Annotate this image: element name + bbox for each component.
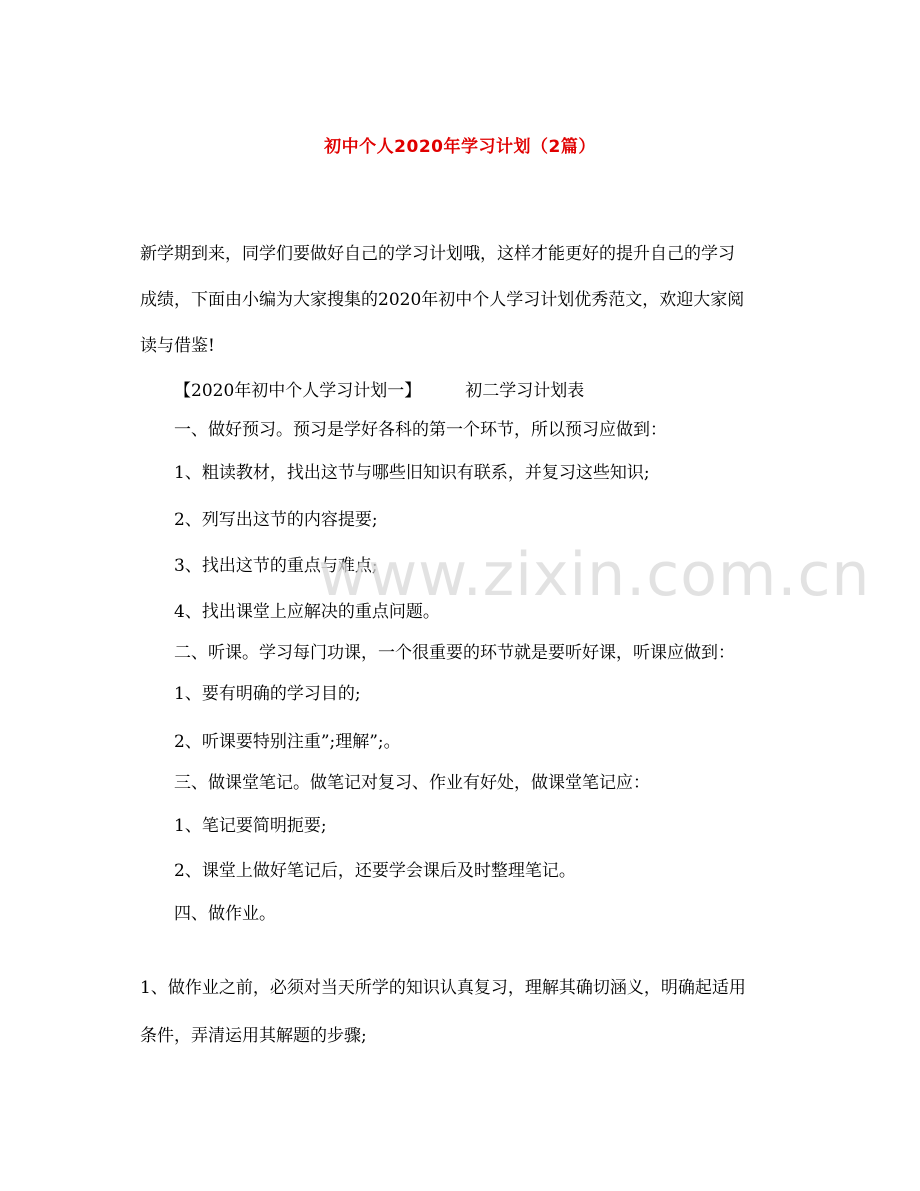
list-item: 一、做好预习。预习是学好各科的第一个环节，所以预习应做到： bbox=[174, 420, 667, 440]
homework-line-2: 条件，弄清运用其解题的步骤; bbox=[140, 1026, 367, 1046]
intro-line-2: 成绩，下面由小编为大家搜集的2020年初中个人学习计划优秀范文，欢迎大家阅 bbox=[140, 290, 745, 310]
list-item: 1、要有明确的学习目的; bbox=[174, 684, 361, 704]
list-item: 3、找出这节的重点与难点; bbox=[174, 556, 378, 576]
section-heading: 【2020年初中个人学习计划一】 bbox=[174, 381, 422, 401]
list-item: 2、听课要特别注重”;理解”;。 bbox=[174, 732, 401, 752]
list-item: 四、做作业。 bbox=[174, 904, 276, 924]
section-heading-row bbox=[174, 379, 584, 403]
intro-line-1: 新学期到来，同学们要做好自己的学习计划哦，这样才能更好的提升自己的学习 bbox=[140, 244, 735, 264]
document-title: 初中个人2020年学习计划（2篇） bbox=[324, 137, 596, 157]
homework-line-1: 1、做作业之前，必须对当天所学的知识认真复习，理解其确切涵义，明确起适用 bbox=[140, 978, 746, 998]
section-subheading: 初二学习计划表 bbox=[465, 381, 585, 401]
list-item: 4、找出课堂上应解决的重点问题。 bbox=[174, 602, 440, 622]
list-item: 三、做课堂笔记。做笔记对复习、作业有好处，做课堂笔记应： bbox=[174, 773, 650, 793]
list-item: 2、课堂上做好笔记后，还要学会课后及时整理笔记。 bbox=[174, 861, 576, 881]
list-item: 1、粗读教材，找出这节与哪些旧知识有联系，并复习这些知识; bbox=[174, 463, 650, 483]
list-item: 2、列写出这节的内容提要; bbox=[174, 510, 378, 530]
watermark: www.zixin.com.cn bbox=[318, 540, 871, 610]
list-item: 二、听课。学习每门功课，一个很重要的环节就是要听好课，听课应做到： bbox=[174, 643, 735, 663]
list-item: 1、笔记要简明扼要; bbox=[174, 816, 327, 836]
intro-line-3: 读与借鉴! bbox=[140, 336, 215, 356]
